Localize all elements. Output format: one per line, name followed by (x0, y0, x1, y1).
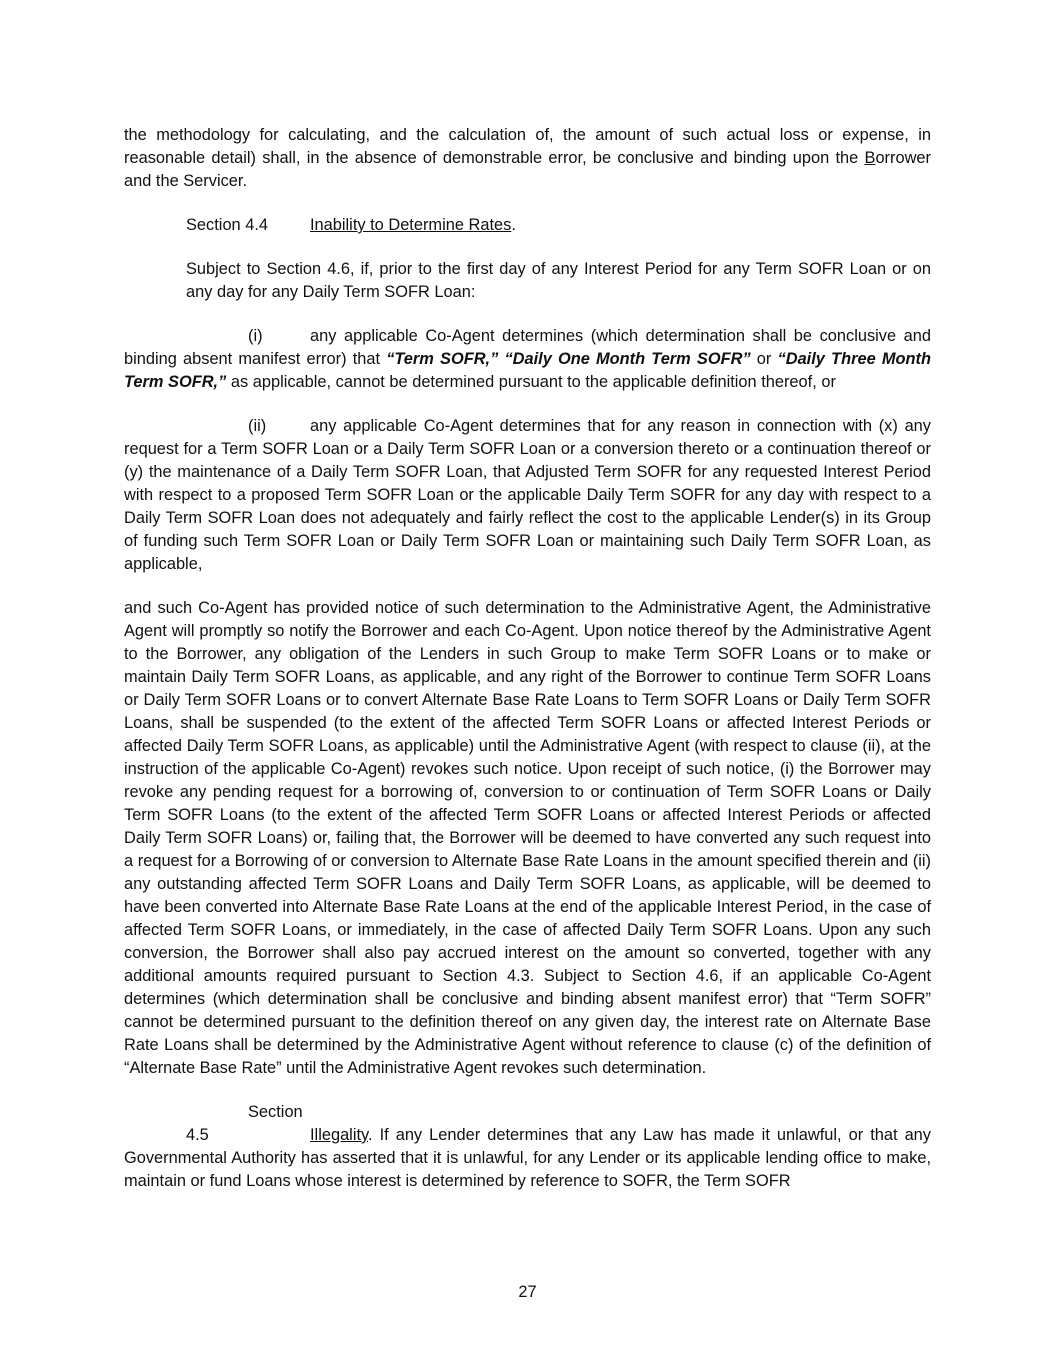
section-number: Section 4.4 (186, 216, 269, 234)
section-title-period: . (511, 216, 516, 234)
section-4-5-paragraph (124, 1101, 931, 1193)
clause-label: (ii) (248, 417, 267, 435)
section-title: Illegality (310, 1126, 368, 1144)
paragraph-text: . If any Lender determines that any Law has made it unlawful, or that any Governmental Authority has asserted that it is unlawful, for any Lender or its applicable lending office to make, maintain or fund Loans whose interest is determined by reference to SOFR, the Term SOFR (124, 1126, 931, 1190)
paragraph-continuation (124, 124, 931, 193)
clause-ii (124, 415, 931, 576)
clause-text: any applicable Co-Agent determines that for any reason in connection with (x) any request for a Term SOFR Loan or a Daily Term SOFR Loan or a conversion thereto or a continuation thereof or (y) the maintenance of a Daily Term SOFR Loan, that Adjusted Term SOFR for any requested Interest Period with respect to a proposed Term SOFR Loan or the applicable Daily Term SOFR for any day with respect to a Daily Term SOFR Loan does not adequately and fairly reflect the cost to the applicable Lender(s) in its Group of funding such Term SOFR Loan or Daily Term SOFR Loan or maintaining such Daily Term SOFR Loan, as applicable, (124, 417, 931, 573)
section-title: Inability to Determine Rates (310, 216, 512, 234)
defined-term: “Daily Three Month Term SOFR,” (124, 350, 931, 391)
paragraph-text: the methodology for calculating, and the calculation of, the amount of such actual loss or expense, in reasonable detail) shall, in the absence of demonstrable error, be conclusive and binding upon the (124, 126, 931, 167)
clause-text: as applicable, cannot be determined pursuant to the applicable definition thereof, or (226, 373, 836, 391)
clause-i (124, 325, 931, 394)
clause-label: (i) (248, 327, 263, 345)
page-number: 27 (518, 1283, 537, 1301)
section-number: Section 4.5 (186, 1103, 303, 1144)
section-4-4-heading (124, 214, 931, 237)
section-4-4-intro: Subject to Section 4.6, if, prior to the first day of any Interest Period for any Term SOFR Loan or on any day for any Daily Term SOFR Loan: (186, 260, 931, 301)
clause-text: any applicable Co-Agent determines (which determination shall be conclusive and binding absent manifest error) that (124, 327, 931, 368)
defined-term: “Term SOFR,” “Daily One Month Term SOFR” (386, 350, 751, 368)
clause-text: or (750, 350, 778, 368)
notice-paragraph: and such Co-Agent has provided notice of such determination to the Administrative Agent, the Administrative Agent will promptly so notify the Borrower and each Co-Agent. Upon notice thereof by the Administrative Agent to the Borrower, any obligation of the Lenders in such Group to make Term SOFR Loans or to make or maintain Daily Term SOFR Loans, as applicable, and any right of the Borrower to continue Term SOFR Loans or Daily Term SOFR Loans or to convert Alternate Base Rate Loans to Term SOFR Loans or Daily Term SOFR Loans, shall be suspended (to the extent of the affected Term SOFR Loans or affected Interest Periods or affected Daily Term SOFR Loans, as applicable) until the Administrative Agent (with respect to clause (ii), at the instruction of the applicable Co-Agent) revokes such notice. Upon receipt of such notice, (i) the Borrower may revoke any pending request for a borrowing of, conversion to or continuation of Term SOFR Loans or Daily Term SOFR Loans (to the extent of the affected Term SOFR Loans or affected Interest Periods or affected Daily Term SOFR Loans) or, failing that, the Borrower will be deemed to have converted any such request into a request for a Borrowing of or conversion to Alternate Base Rate Loans in the amount specified therein and (ii) any outstanding affected Term SOFR Loans and Daily Term SOFR Loans, as applicable, will be deemed to have been converted into Alternate Base Rate Loans at the end of the applicable Interest Period, in the case of affected Term SOFR Loans, or immediately, in the case of affected Daily Term SOFR Loans. Upon any such conversion, the Borrower shall also pay accrued interest on the amount so converted, together with any additional amounts required pursuant to Section 4.3. Subject to Section 4.6, if an applicable Co-Agent determines (which determination shall be conclusive and binding absent manifest error) that “Term SOFR” cannot be determined pursuant to the definition thereof on any given day, the interest rate on Alternate Base Rate Loans shall be determined by the Administrative Agent without reference to clause (c) of the definition of “Alternate Base Rate” until the Administrative Agent revokes such determination. (124, 599, 931, 1077)
paragraph-text: orrower and the Servicer. (124, 149, 931, 190)
document-page (124, 124, 931, 1193)
underlined-letter: B (864, 149, 876, 167)
